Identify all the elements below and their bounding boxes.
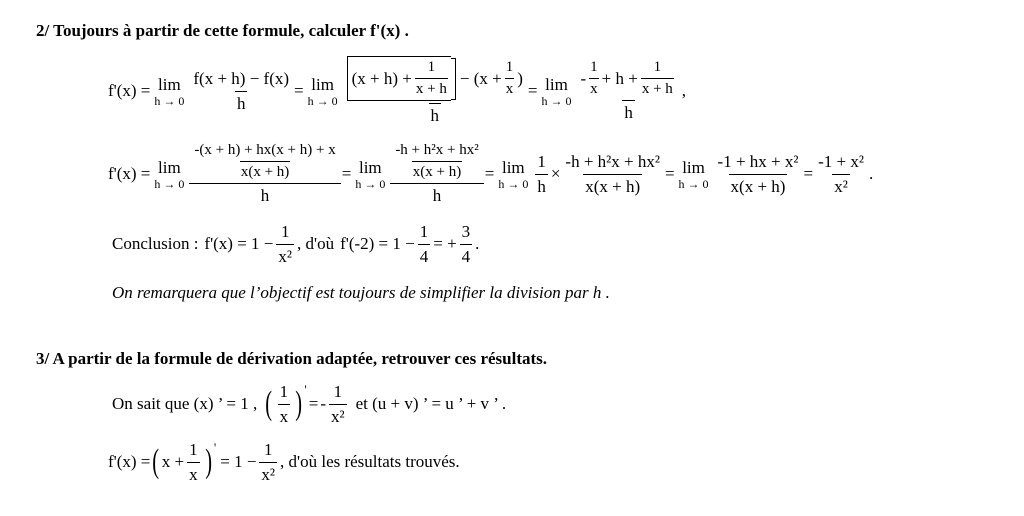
final-derivation: f'(x) = ( x + $\frac{1}{x}$ ) ' = 1 − $\frac{1}{\text{x²}}$ , d'où les résultats trouvés. — [108, 439, 460, 484]
remark-text: On remarquera que l’objectif est toujours de simplifier la division par h . — [112, 283, 610, 302]
equation-line-1: f'(x) = lim h → 0 $\frac{f(x + h) - f(x)}{h}$ = lim h → 0 (x + h) + $\frac{1}{x + h}$ − (x + $\frac{1}{x}$ ) h = lim h → 0 - $\frac{1}{x}$ + h + $\frac{1}{x + h}$ h , — [108, 56, 686, 126]
limit: lim h → 0 — [678, 157, 709, 191]
limit: lim h → 0 — [498, 157, 529, 191]
limit: lim h → 0 — [307, 74, 338, 108]
fraction-compound-2: $\frac{\frac{\text{-h + h²x + hx²}}{x(x + h)}}{h}$ — [392, 142, 481, 206]
equation-line-2: f'(x) = lim h → 0 $\frac{\frac{-(x + h) + hx(x + h) + x}{x(x + h)}}{h}$ = lim h → 0 $\frac{\frac{\text{-h + h²x + hx²}}{x(x + h)}}{h}$ = lim h → 0 $\frac{1}{h}$ × $\frac{\text{-h + h²x + hx²}}{x(x + h)}$ = lim h → 0 $\frac{\text{-1 + hx + x²}}{x(x + h)}$ = $\frac{\text{-1 + x²}}{\text{x²}}$ . — [108, 142, 874, 205]
q3-heading: 3/ A partir de la formule de dérivation adaptée, retrouver ces résultats. — [36, 349, 548, 368]
known-derivatives: On sait que (x) ’ = 1 , ( $\frac{1}{x}$ ) ' = - $\frac{1}{\text{x²}}$ et (u + v) ’ = u ’ + v ’ . — [112, 381, 507, 426]
fraction-compound-1: $\frac{\frac{-(x + h) + hx(x + h) + x}{x(x + h)}}{h}$ — [191, 142, 338, 206]
equals: = — [527, 81, 538, 100]
fraction-difference-quotient: $\frac{f(x + h) - f(x)}{h}$ — [193, 68, 290, 113]
paren-sum: ( x + $\frac{1}{x}$ ) ' — [152, 439, 217, 484]
fraction-reduced: $\frac{\text{-1 + hx + x²}}{x(x + h)}$ — [717, 151, 799, 196]
fraction-simplified: - $\frac{1}{x}$ + h + $\frac{1}{x + h}$ h — [580, 59, 673, 122]
q2-heading: 2/ Toujours à partir de cette formule, calculer f'(x) . — [36, 21, 409, 40]
conclusion-line: Conclusion : f'(x) = 1 − $\frac{1}{\text{x²}}$ , d'où f'(-2) = 1 − $\frac{1}{4}$ = + $\frac{3}{4}$ . — [112, 221, 480, 266]
paren-one-over-x: ( $\frac{1}{x}$ ) ' — [265, 381, 307, 426]
limit: lim h → 0 — [154, 74, 185, 108]
lhs-derivative: f'(x) = — [108, 164, 151, 183]
fraction-final: $\frac{\text{-1 + x²}}{\text{x²}}$ — [818, 151, 864, 196]
fraction-one-over-h: $\frac{1}{h}$ — [537, 151, 546, 196]
fraction-expanded: (x + h) + $\frac{1}{x + h}$ − (x + $\frac{1}{x}$ ) h — [345, 56, 525, 126]
fraction-product: $\frac{\text{-h + h²x + hx²}}{x(x + h)}$ — [565, 151, 660, 196]
limit: lim h → 0 — [154, 157, 185, 191]
limit: lim h → 0 — [541, 74, 572, 108]
lhs-derivative: f'(x) = — [108, 81, 151, 100]
equals: = — [294, 81, 304, 100]
limit: lim h → 0 — [355, 157, 386, 191]
